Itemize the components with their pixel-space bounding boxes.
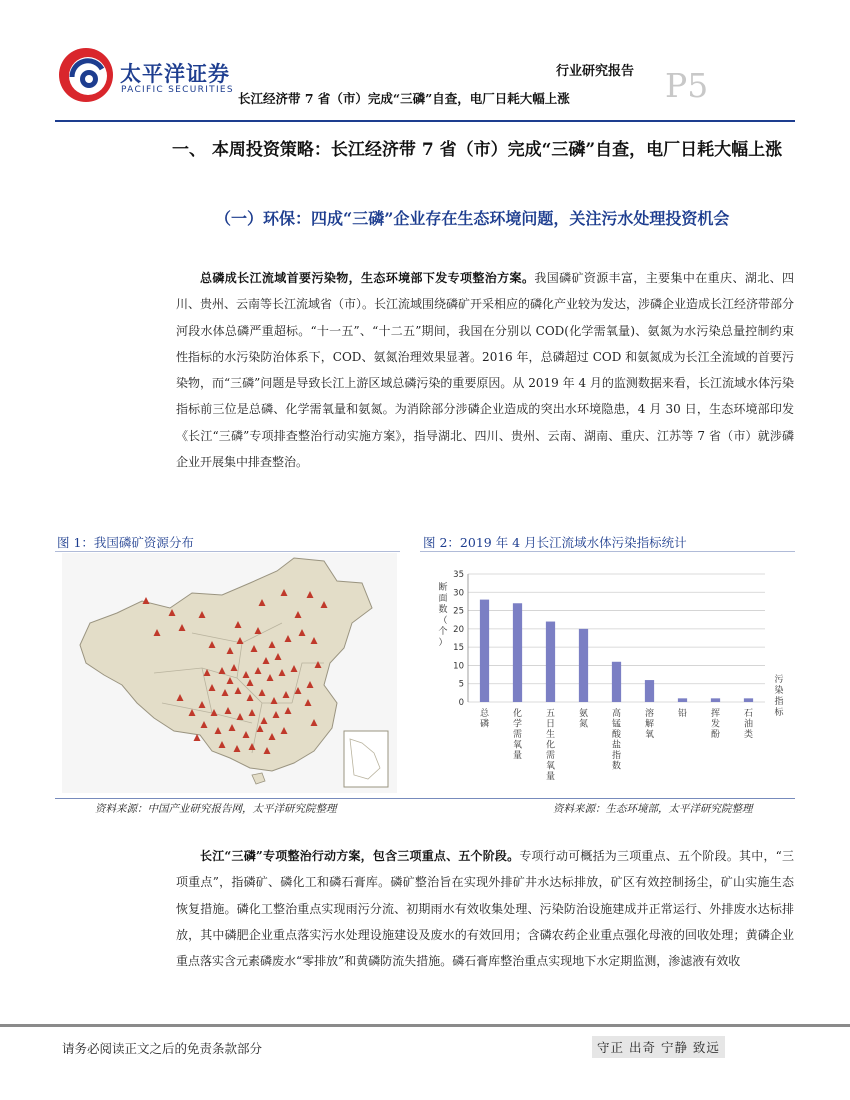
footer-disclaimer: 请务必阅读正文之后的免责条款部分 xyxy=(62,1041,263,1056)
paragraph-2-body: 专项行动可概括为三项重点、五个阶段。其中，“三项重点”，指磷矿、磷化工和磷石膏库。磷矿整治旨在实现外排矿井水达标排放，矿区有效控制扬尘，矿山实施生态恢复措施。磷化工整治重点实现雨污分流、初期雨水有效收集处理、污染防治设施建成并正常运行、外排废水达标排放，其中磷肥企业重点落实污水处理设施建设及废水的有效回用；含磷农药企业重点强化母液的回收处理；黄磷企业重点落实含元素磷废水“零排放”和黄磷防流失措施。磷石膏库整治重点实现地下水定期监测，渗滤液有效收 xyxy=(176,849,794,969)
china-map-outline xyxy=(80,558,372,771)
chart-y-tick-label: 35 xyxy=(453,570,464,580)
chart-y-tick-label: 5 xyxy=(458,679,464,690)
chart-bar xyxy=(480,600,489,702)
chart-y-tick-labels xyxy=(453,570,464,708)
footer-motto: 守正 出奇 宁静 致远 xyxy=(592,1036,725,1058)
chart-category-label: 总磷 xyxy=(479,709,490,730)
chart-y-tick-label: 30 xyxy=(453,588,464,599)
chart-bar xyxy=(645,680,654,702)
chart-bar xyxy=(744,698,753,702)
chart-bars xyxy=(480,600,753,702)
chart-category-label: 化学需氧量 xyxy=(512,709,523,761)
paragraph-2-lead: 长江“三磷”专项整治行动方案，包含三项重点、五个阶段。 xyxy=(200,849,520,863)
chart-bar xyxy=(612,662,621,702)
chart-y-tick-label: 0 xyxy=(458,698,464,708)
report-type: 行业研究报告 xyxy=(556,64,635,79)
chart-bar xyxy=(513,603,522,702)
chart-y-axis-label: 断面数（个） xyxy=(438,583,448,648)
paragraph-2 xyxy=(176,843,794,974)
hainan-island xyxy=(252,773,265,784)
page-number: P5 xyxy=(665,66,709,105)
china-phosphate-map xyxy=(62,553,397,793)
chart-category-label: 溶解氧 xyxy=(644,709,655,740)
figure-1-caption: 图 1：我国磷矿资源分布 xyxy=(57,535,194,550)
chart-bar xyxy=(546,622,555,702)
chart-category-label: 铅 xyxy=(677,709,688,719)
chart-category-label: 氨氮 xyxy=(578,709,589,730)
paragraph-1-lead: 总磷成长江流域首要污染物，生态环境部下发专项整治方案。 xyxy=(200,271,535,285)
figure-2-caption: 图 2：2019 年 4 月长江流域水体污染指标统计 xyxy=(423,535,687,550)
source-divider xyxy=(55,798,795,799)
brand-name-cn: 太平洋证券 xyxy=(120,62,230,86)
section-heading: 一、 本周投资策略：长江经济带 7 省（市）完成“三磷”自查，电厂日耗大幅上涨 xyxy=(172,140,783,160)
figure-1-caption-rule xyxy=(55,551,400,552)
chart-y-tick-label: 20 xyxy=(453,624,464,635)
chart-y-tick-label: 25 xyxy=(453,606,464,617)
chart-category-label: 高锰酸盐指数 xyxy=(611,709,622,772)
chart-bar xyxy=(579,629,588,702)
chart-y-tick-label: 10 xyxy=(453,661,464,672)
subsection-heading: （一）环保：四成“三磷”企业存在生态环境问题，关注污水处理投资机会 xyxy=(215,209,730,228)
chart-category-label: 五日生化需氧量 xyxy=(545,709,556,782)
brand-name-en: PACIFIC SECURITIES xyxy=(121,85,234,95)
chart-y-tick-label: 15 xyxy=(453,643,464,654)
figure-2-source: 资料来源：生态环境部，太平洋研究院整理 xyxy=(553,803,753,815)
chart-category-label: 石油类 xyxy=(743,709,754,740)
paragraph-1 xyxy=(176,265,794,475)
chart-x-axis-label: 污染指标 xyxy=(774,675,784,718)
chart-category-labels xyxy=(480,707,753,782)
phosphate-marker xyxy=(143,597,150,604)
figure-2-caption-rule xyxy=(420,551,795,552)
chart-bar xyxy=(678,698,687,702)
header-title: 长江经济带 7 省（市）完成“三磷”自查，电厂日耗大幅上涨 xyxy=(238,91,570,106)
chart-bar xyxy=(711,698,720,702)
pollution-bar-chart xyxy=(423,562,795,798)
figure-1-source: 资料来源：中国产业研究报告网，太平洋研究院整理 xyxy=(95,803,337,815)
chart-category-label: 挥发酚 xyxy=(710,709,721,740)
pacific-securities-logo-icon xyxy=(58,47,114,103)
header-divider xyxy=(55,120,795,122)
paragraph-1-body: 我国磷矿资源丰富，主要集中在重庆、湖北、四川、贵州、云南等长江流域省（市）。长江流域围绕磷矿开采相应的磷化产业较为发达，涉磷企业造成长江经济带部分河段水体总磷严重超标。“十一五”、“十二五”期间，我国在分别以 COD(化学需氧量)、氨氮为水污染总量控制约束性指标的水污染防治体系下，COD、氨氮治理效果显著。2016 年，总磷超过 COD 和氨氮成为长江全流域的首要污染物，而“三磷”问题是导致长江上游区域总磷污染的重要原因。从 2019 年 4 月的监测数据来看，长江流域水体污染指标前三位是总磷、化学需氧量和氨氮。为消除部分涉磷企业造成的突出水环境隐患，4 月 30 日，生态环境部印发《长江“三磷”专项排查整治行动实施方案》，指导湖北、四川、贵州、云南、湖南、重庆、江苏等 7 省（市）就涉磷企业开展集中排查整治。 xyxy=(176,271,795,470)
footer-divider xyxy=(0,1024,850,1027)
